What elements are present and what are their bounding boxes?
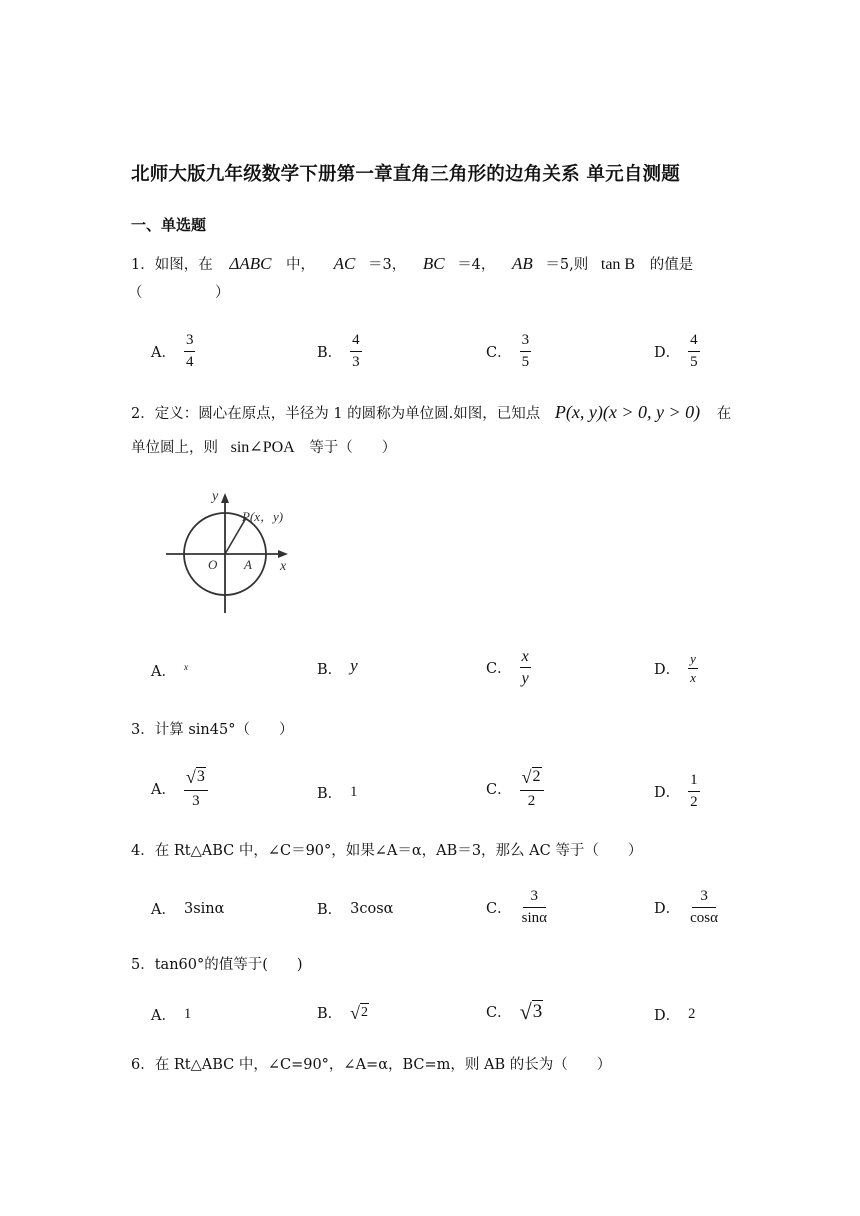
q1-answer-paren: （ ） bbox=[128, 285, 230, 301]
option-value: 3cosα bbox=[350, 900, 394, 917]
y-axis-label: y bbox=[212, 489, 219, 504]
question-2 bbox=[131, 401, 731, 425]
option-label: C． bbox=[486, 345, 512, 361]
fraction bbox=[520, 888, 549, 927]
option-value: 3sinα bbox=[183, 900, 225, 917]
question-1 bbox=[131, 253, 693, 276]
q2-option-b[interactable] bbox=[317, 655, 358, 679]
q5-option-c[interactable] bbox=[486, 1000, 543, 1023]
q1-bc: BC bbox=[422, 254, 445, 273]
q1-prefix: 1．如图，在 bbox=[131, 257, 213, 273]
option-value: 2 bbox=[688, 1006, 696, 1022]
q1-eq4: ＝4， bbox=[457, 257, 496, 273]
q1-suffix: 的值是 bbox=[649, 257, 694, 273]
q5-option-a[interactable] bbox=[151, 1004, 191, 1025]
option-label: A． bbox=[151, 345, 176, 361]
question-6: 6．在 Rt△ABC 中，∠C=90°，∠A=α，BC=m，则 AB 的长为（ ） bbox=[131, 1057, 612, 1073]
numerator: 3 bbox=[692, 888, 716, 908]
question-4: 4．在 Rt△ABC 中，∠C＝90°，如果∠A＝α，AB＝3，那么 AC 等于（ ） bbox=[131, 843, 643, 859]
numerator bbox=[520, 767, 544, 791]
sqrt bbox=[522, 767, 542, 786]
point-a-label: A bbox=[244, 557, 252, 572]
q4-option-a[interactable] bbox=[151, 898, 224, 919]
option-label: C． bbox=[486, 782, 512, 798]
denominator: y bbox=[521, 670, 529, 687]
q2-option-a[interactable] bbox=[151, 660, 188, 681]
option-value: 1 bbox=[350, 784, 358, 800]
q4-option-d[interactable] bbox=[654, 888, 720, 927]
q5-option-b[interactable] bbox=[317, 1002, 369, 1023]
x-axis-arrow bbox=[278, 550, 288, 558]
numerator: 3 bbox=[523, 888, 547, 908]
option-label: B． bbox=[317, 1006, 343, 1022]
option-label: A． bbox=[151, 782, 176, 798]
numerator: 4 bbox=[350, 332, 362, 352]
numerator: 3 bbox=[184, 332, 196, 352]
q5-option-d[interactable] bbox=[654, 1004, 695, 1025]
q3-option-d[interactable] bbox=[654, 772, 700, 811]
denominator: cosα bbox=[690, 910, 718, 926]
page-title: 北师大版九年级数学下册第一章直角三角形的边角关系 单元自测题 bbox=[131, 164, 680, 185]
q1-in: 中， bbox=[286, 257, 316, 273]
q2-line2-a: 单位圆上，则 bbox=[131, 440, 218, 456]
q1-ac: AC bbox=[333, 254, 356, 273]
point-p-label: P(x，y) bbox=[242, 509, 284, 524]
option-value: y bbox=[350, 655, 358, 675]
option-label: C． bbox=[486, 661, 512, 677]
q3-option-b[interactable] bbox=[317, 782, 357, 803]
q3-option-a[interactable] bbox=[151, 767, 208, 810]
section-heading: 一、单选题 bbox=[131, 216, 207, 234]
option-label: B． bbox=[317, 902, 343, 918]
denominator: 4 bbox=[185, 354, 194, 370]
fraction bbox=[184, 767, 208, 810]
fraction bbox=[688, 888, 720, 927]
denominator: 3 bbox=[192, 793, 200, 809]
option-value: x bbox=[183, 661, 188, 672]
q1-tan: tan B bbox=[600, 256, 636, 273]
numerator: 3 bbox=[520, 332, 532, 352]
q2-line1: 2．定义：圆心在原点，半径为 1 的圆称为单位圆.如图，已知点 bbox=[131, 406, 541, 422]
q1-option-a[interactable] bbox=[151, 332, 195, 371]
option-label: C． bbox=[486, 901, 512, 917]
radicand: 3 bbox=[196, 768, 205, 785]
option-value: 1 bbox=[183, 1006, 192, 1022]
option-label: B． bbox=[317, 345, 343, 361]
denominator: 2 bbox=[690, 794, 698, 810]
q4-option-b[interactable] bbox=[317, 898, 393, 919]
unit-circle-figure bbox=[160, 485, 310, 615]
q2-sin: sin∠POA bbox=[230, 439, 295, 456]
numerator bbox=[184, 767, 208, 791]
q1-triangle: ΔABC bbox=[229, 254, 272, 273]
fraction bbox=[688, 652, 698, 685]
radicand: 3 bbox=[532, 1001, 543, 1022]
q3-option-c[interactable] bbox=[486, 767, 544, 810]
fraction bbox=[520, 648, 531, 687]
numerator: x bbox=[520, 648, 531, 668]
question-2-line2 bbox=[131, 437, 396, 459]
sqrt bbox=[350, 1003, 369, 1022]
question-5: 5．tan60°的值等于( ) bbox=[131, 957, 303, 973]
numerator: 1 bbox=[688, 772, 700, 792]
q2-line2-b: 等于（ ） bbox=[309, 440, 397, 456]
denominator: sinα bbox=[521, 910, 547, 926]
q2-in: 在 bbox=[716, 406, 732, 422]
sqrt bbox=[186, 767, 206, 786]
x-axis-label: x bbox=[280, 559, 287, 574]
sqrt bbox=[520, 1000, 544, 1023]
question-3: 3．计算 sin45°（ ） bbox=[131, 722, 294, 738]
option-label: D． bbox=[654, 785, 681, 801]
q1-option-d[interactable] bbox=[654, 332, 700, 371]
origin-label: O bbox=[208, 557, 218, 572]
q4-option-c[interactable] bbox=[486, 888, 549, 927]
radicand: 2 bbox=[361, 1005, 369, 1020]
option-label: D． bbox=[654, 1008, 681, 1024]
option-label: B． bbox=[317, 786, 343, 802]
option-label: B． bbox=[317, 662, 343, 678]
denominator: 5 bbox=[690, 354, 698, 370]
option-label: A． bbox=[151, 664, 176, 680]
denominator: 3 bbox=[352, 354, 360, 370]
numerator: 4 bbox=[688, 332, 700, 352]
radical-sign: √ bbox=[519, 999, 532, 1024]
q2-option-c[interactable] bbox=[486, 648, 531, 687]
option-label: D． bbox=[654, 345, 681, 361]
option-label: A． bbox=[151, 902, 176, 918]
q1-eq5: ＝5,则 bbox=[545, 257, 589, 273]
denominator: 5 bbox=[521, 354, 530, 370]
option-label: D． bbox=[654, 901, 681, 917]
radical-sign: √ bbox=[350, 1003, 361, 1023]
fraction bbox=[688, 332, 700, 371]
fraction bbox=[520, 767, 544, 810]
fraction bbox=[184, 332, 196, 371]
fraction bbox=[520, 332, 532, 371]
q2-point: P(x, y)(x > 0, y > 0) bbox=[554, 402, 701, 422]
fraction bbox=[350, 332, 362, 371]
q1-ab: AB bbox=[512, 254, 533, 273]
option-label: A． bbox=[151, 1008, 176, 1024]
radicand: 2 bbox=[532, 768, 541, 785]
radical-sign: √ bbox=[521, 767, 532, 787]
q1-option-b[interactable] bbox=[317, 332, 362, 371]
denominator: x bbox=[690, 670, 696, 685]
option-label: C． bbox=[486, 1005, 512, 1021]
option-label: D． bbox=[654, 662, 681, 678]
q2-option-d[interactable] bbox=[654, 652, 698, 685]
denominator: 2 bbox=[527, 793, 536, 809]
fraction bbox=[688, 772, 700, 811]
q1-option-c[interactable] bbox=[486, 332, 531, 371]
y-axis-arrow bbox=[221, 493, 229, 503]
q1-eq3: ＝3， bbox=[368, 257, 407, 273]
radical-sign: √ bbox=[185, 767, 196, 787]
numerator: y bbox=[688, 652, 698, 669]
